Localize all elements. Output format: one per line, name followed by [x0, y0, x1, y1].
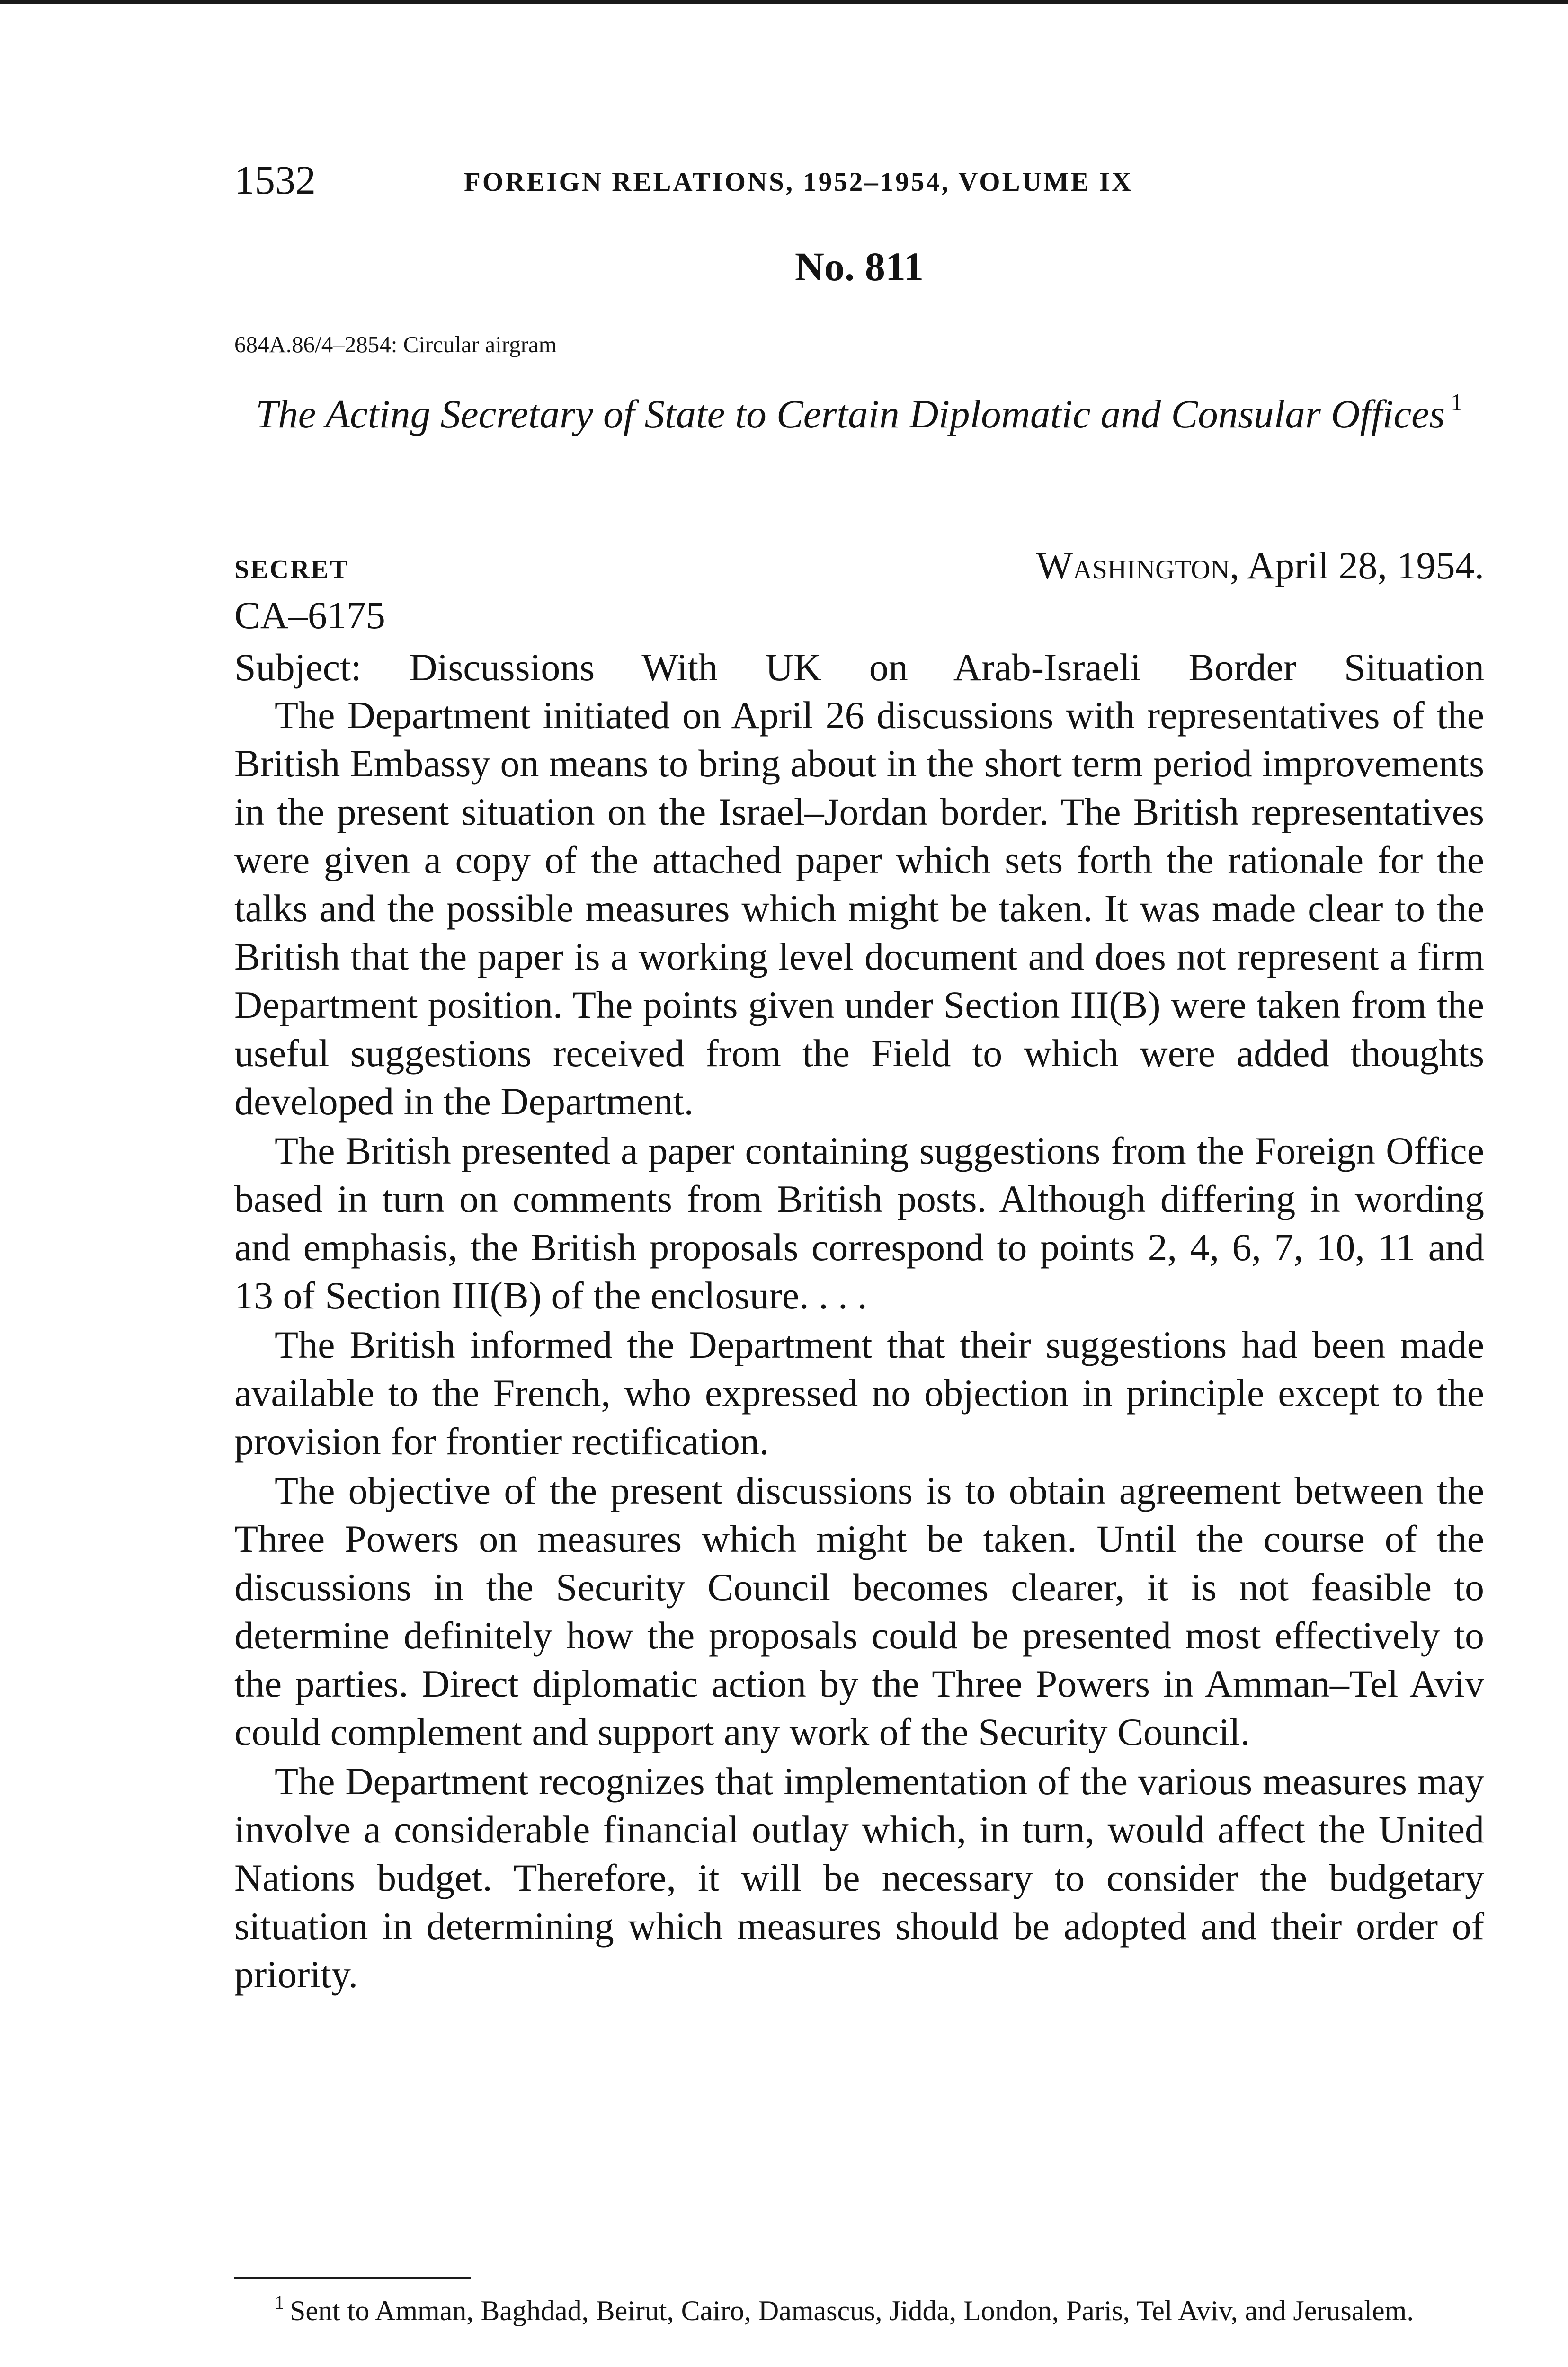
page-number: 1532: [234, 157, 316, 203]
body-paragraph: The British informed the Department that their suggestions had been made available to the French, who expressed no objection in principle except to the provision for frontier rectification.: [234, 1323, 1484, 1463]
document-title: [234, 388, 1484, 440]
title-footnote-marker[interactable]: 1: [1450, 389, 1463, 416]
dateline-date: , April 28, 1954.: [1229, 544, 1484, 587]
document-number: No. 811: [794, 244, 924, 289]
dateline-place: Washington: [1036, 544, 1230, 587]
footnote-text: Sent to Amman, Baghdad, Beirut, Cairo, Damascus, Jidda, London, Paris, Tel Aviv, and Jerusalem.: [290, 2295, 1414, 2326]
dateline: [1036, 540, 1484, 592]
body-text: [234, 691, 1484, 2000]
footnote: [234, 2290, 1484, 2331]
subject-line: Subject: Discussions With UK on Arab-Israeli Border Situation: [234, 646, 1484, 689]
body-paragraph: The British presented a paper containing suggestions from the Foreign Office based in turn on comments from British posts. Although differing in wording and emphasis, the British proposals correspond to points 2, 4, 6, 7, 10, 11 and 13 of Section III(B) of the enclosure. . . .: [234, 1129, 1484, 1317]
footnote-marker: 1: [275, 2292, 284, 2313]
document-title-text: The Acting Secretary of State to Certain Diplomatic and Consular Offices: [256, 392, 1445, 436]
body-paragraph: The Department initiated on April 26 discussions with representatives of the British Embassy on means to bring about in the short term period improvements in the present situation on the Israel–Jordan border. The British representatives were given a copy of the attached paper which sets forth the rationale for the talks and the possible measures which might be taken. It was made clear to the British that the paper is a working level document and does not represent a firm Department position. The points given under Section III(B) were taken from the useful suggestions received from the Field to which were added thoughts developed in the Department.: [234, 694, 1484, 1123]
body-paragraph: The objective of the present discussions is to obtain agreement between the Three Powers on measures which might be taken. Until the course of the discussions in the Security Council becomes clearer, it is not feasible to determine definitely how the proposals could be presented most effectively to the parties. Direct diplomatic action by the Three Powers in Amman–Tel Aviv could complement and support any work of the Security Council.: [234, 1469, 1484, 1753]
footnote-divider: [234, 2277, 471, 2279]
airgram-reference: CA–6175: [234, 594, 385, 637]
running-header: [234, 154, 1484, 206]
running-title: FOREIGN RELATIONS, 1952–1954, VOLUME IX: [464, 167, 1133, 197]
body-paragraph: The Department recognizes that implementation of the various measures may involve a considerable financial outlay which, in turn, would affect the United Nations budget. Therefore, it will be necessary to consider the budgetary situation in determining which measures should be adopted and their order of priority.: [234, 1760, 1484, 1996]
scan-top-edge: [0, 0, 1568, 4]
classification-label: SECRET: [234, 555, 349, 584]
classification-dateline-row: [234, 540, 1484, 592]
file-reference: 684A.86/4–2854: Circular airgram: [234, 331, 557, 357]
